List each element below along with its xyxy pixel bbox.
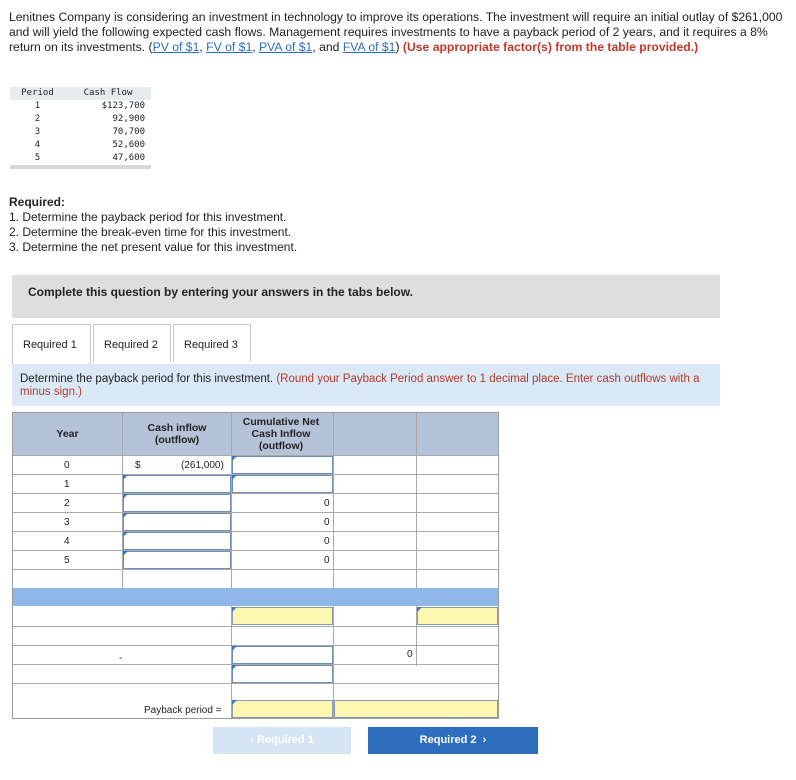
section-divider	[13, 588, 498, 606]
cum-cash-input-year-0[interactable]	[232, 456, 333, 474]
tab-instruction: Determine the payback period for this investment. (Round your Payback Period answer to 1 decimal place. Enter cash outflows with a minus sign.)	[12, 364, 720, 406]
payback-calc-input-3[interactable]	[232, 646, 333, 664]
cash-flow-table	[10, 87, 151, 169]
cash-flow-row: 2 92,900	[34, 114, 145, 124]
year-label: 2	[64, 498, 70, 509]
year-label: 0	[64, 460, 70, 471]
cum-cash-input-year-1[interactable]	[232, 475, 333, 493]
factor-instruction: (Use appropriate factor(s) from the table provided.)	[402, 40, 699, 54]
pva-link[interactable]: PVA of $1	[259, 40, 313, 54]
tab-required-3[interactable]: Required 3	[173, 324, 251, 362]
year-label: 5	[64, 555, 70, 566]
cash-flow-row: 1 $123,700	[34, 101, 145, 111]
payback-calc-input-4[interactable]	[232, 665, 333, 683]
payback-calc-input-2[interactable]	[417, 607, 498, 625]
next-button[interactable]: Required 2 ›	[368, 727, 538, 754]
required-item: 3. Determine the net present value for this investment.	[9, 240, 298, 254]
cash-inflow-input-year-5[interactable]	[123, 551, 231, 569]
payback-period-input[interactable]	[232, 700, 333, 718]
cum-value: 0	[324, 536, 330, 547]
pv-link[interactable]: PV of $1	[152, 40, 200, 54]
year-label: 1	[64, 479, 70, 490]
required-item: 1. Determine the payback period for this investment.	[9, 210, 287, 224]
zero-value: 0	[407, 649, 413, 660]
chevron-left-icon: ‹	[250, 734, 257, 746]
problem-text: Lenitnes Company is considering an investment in technology to improve its operations. The investment will require an initial outlay of $261,000 and will yield the following expected cash flows. Management requires investments to have a payback period of 2 years, and it requires a 8% return on its investments. (	[9, 10, 783, 54]
required-heading: Required:	[9, 195, 66, 209]
tab-bar	[12, 324, 253, 364]
chevron-right-icon: ›	[476, 734, 487, 746]
year-label: 4	[64, 536, 70, 547]
year-header: Year	[56, 428, 79, 440]
minus-sign: -	[119, 653, 123, 664]
fv-link[interactable]: FV of $1	[206, 40, 253, 54]
year-label: 3	[64, 517, 70, 528]
initial-outlay: (261,000)	[181, 460, 224, 471]
period-header: Period	[21, 88, 54, 98]
cum-value: 0	[324, 517, 330, 528]
payback-result	[334, 700, 498, 718]
tab-required-1[interactable]: Required 1	[12, 324, 91, 364]
payback-grid	[12, 412, 499, 719]
tab-required-2[interactable]: Required 2	[93, 324, 171, 362]
prev-button[interactable]: ‹ Required 1	[213, 727, 351, 754]
cash-flow-row: 4 52,600	[34, 140, 145, 150]
cash-inflow-header: Cash inflow (outflow)	[147, 422, 207, 446]
cash-flow-row: 5 47,600	[34, 153, 145, 163]
payback-calc-input-1[interactable]	[232, 607, 333, 625]
cum-value: 0	[324, 555, 330, 566]
dollar-sign: $	[135, 460, 141, 471]
fva-link[interactable]: FVA of $1	[342, 40, 396, 54]
cash-inflow-input-year-2[interactable]	[123, 494, 231, 512]
cash-inflow-input-year-1[interactable]	[123, 475, 231, 493]
cash-flow-row: 3 70,700	[34, 127, 145, 137]
cum-value: 0	[324, 498, 330, 509]
instructions-banner: Complete this question by entering your answers in the tabs below.	[12, 275, 720, 318]
required-section	[9, 195, 297, 255]
cash-inflow-input-year-4[interactable]	[123, 532, 231, 550]
cash-inflow-input-year-3[interactable]	[123, 513, 231, 531]
cash-flow-header: Cash Flow	[83, 88, 133, 98]
problem-statement: Lenitnes Company is considering an investment in technology to improve its operations. The investment will require an initial outlay of $261,000 and will yield the following expected cash flows. Management requires investments to have a payback period of 2 years, and it requires a 8% return on its investments. (PV of $1, FV of $1, PVA of $1, and FVA of $1) (Use appropriate factor(s) from the table provided.)	[9, 10, 783, 54]
cumulative-header: Cumulative Net Cash Inflow (outflow)	[242, 416, 320, 452]
payback-label: Payback period =	[144, 705, 222, 716]
required-item: 2. Determine the break-even time for this investment.	[9, 225, 292, 239]
